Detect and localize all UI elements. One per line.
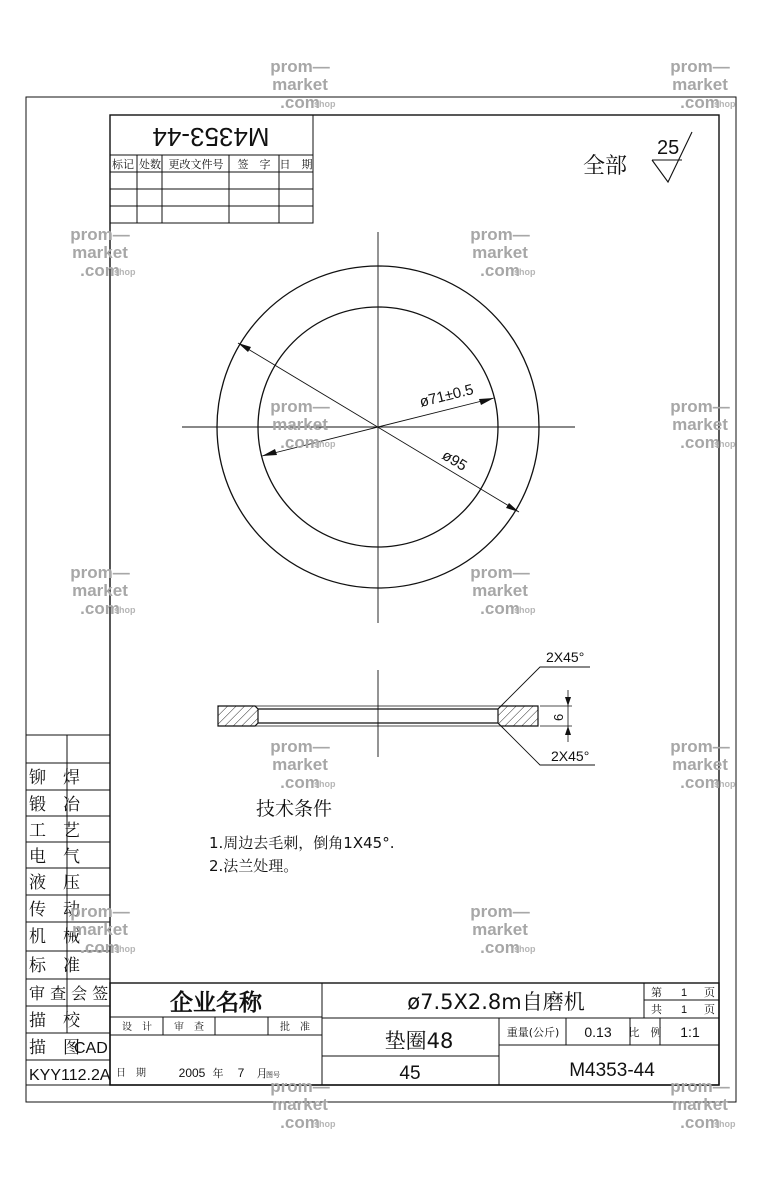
watermark-suffix: shop xyxy=(514,944,536,954)
watermark-suffix: shop xyxy=(114,944,136,954)
label-trace: 描 图 xyxy=(29,1038,80,1058)
watermark-suffix: shop xyxy=(714,779,736,789)
watermark-line: .com xyxy=(480,261,520,280)
label-riveting: 铆 焊 xyxy=(29,768,80,788)
watermark-line: market xyxy=(272,415,328,434)
watermark-stamp xyxy=(470,902,536,957)
watermark-stamp xyxy=(670,1077,736,1132)
watermark-line: prom— xyxy=(670,57,730,76)
watermark-line: prom— xyxy=(270,57,330,76)
approve-label: 批 准 xyxy=(280,1022,310,1033)
machine-name: ø7.5X2.8m自磨机 xyxy=(407,990,585,1014)
watermark-line: market xyxy=(272,1095,328,1114)
watermark-stamp xyxy=(270,397,336,452)
watermark-stamp xyxy=(270,1077,336,1132)
revision-header-date: 日 期 xyxy=(279,158,313,171)
watermark-line: market xyxy=(672,415,728,434)
revision-header-mark: 标记 xyxy=(112,158,134,171)
review-label: 审 查 xyxy=(174,1022,204,1033)
label-review-countersign: 审 查 会 签 xyxy=(29,984,109,1003)
roughness-value: 25 xyxy=(657,137,680,159)
outer-diameter-label: ø95 xyxy=(438,446,470,475)
watermark-stamp xyxy=(670,737,736,792)
watermark-stamp xyxy=(270,737,336,792)
label-electrical: 电 气 xyxy=(29,847,80,867)
watermark-suffix: shop xyxy=(314,99,336,109)
watermark-line: .com xyxy=(280,1113,320,1132)
watermark-line: prom— xyxy=(470,225,530,244)
sheet-value: 1 xyxy=(681,987,688,999)
watermark-suffix: shop xyxy=(114,605,136,615)
thickness-label: 6 xyxy=(551,713,566,721)
watermark-line: market xyxy=(672,75,728,94)
label-trace-check: 描 校 xyxy=(29,1011,80,1031)
revision-header-count: 处数 xyxy=(139,158,161,171)
watermark-line: market xyxy=(272,75,328,94)
watermark-stamp xyxy=(470,225,536,280)
watermark-line: .com xyxy=(480,599,520,618)
revision-block xyxy=(110,115,313,223)
watermark-line: prom— xyxy=(470,902,530,921)
watermark-suffix: shop xyxy=(514,605,536,615)
chamfer-top-label: 2X45° xyxy=(546,649,585,665)
watermark-line: market xyxy=(472,243,528,262)
watermark-line: .com xyxy=(680,1113,720,1132)
date-month: 7 xyxy=(237,1066,245,1080)
watermark-suffix: shop xyxy=(114,267,136,277)
scale-value: 1:1 xyxy=(680,1024,700,1040)
watermark-stamp xyxy=(270,57,336,112)
revision-header-doc: 更改文件号 xyxy=(168,158,224,171)
watermark-line: prom— xyxy=(270,1077,330,1096)
tech-item-2: 2.法兰处理。 xyxy=(209,857,299,875)
weight-label: 重量(公斤) xyxy=(506,1026,560,1039)
drawing-number: M4353-44 xyxy=(569,1060,655,1081)
watermark-stamp xyxy=(70,225,136,280)
material: 45 xyxy=(399,1063,421,1084)
revision-drawing-number: M4353-44 xyxy=(152,122,270,152)
design-label: 设 计 xyxy=(122,1022,152,1033)
watermark-line: .com xyxy=(680,433,720,452)
watermark-stamp xyxy=(70,902,136,957)
month-unit: 月 xyxy=(256,1067,268,1080)
watermark-suffix: shop xyxy=(714,1119,736,1129)
company-name: 企业名称 xyxy=(170,990,262,1016)
watermark-line: prom— xyxy=(270,397,330,416)
label-hydraulic: 液 压 xyxy=(29,873,80,893)
total-label: 共 xyxy=(651,1003,662,1016)
watermark-line: market xyxy=(72,243,128,262)
watermark-line: .com xyxy=(80,599,120,618)
watermark-line: market xyxy=(672,1095,728,1114)
total-unit: 页 xyxy=(704,1003,715,1016)
sheet-label: 第 xyxy=(651,986,662,999)
watermark-line: market xyxy=(472,920,528,939)
watermark-line: .com xyxy=(280,93,320,112)
roughness-label: 全部 xyxy=(583,154,628,179)
scale-label: 比 例 xyxy=(628,1026,662,1039)
watermark-line: market xyxy=(672,755,728,774)
watermark-line: .com xyxy=(680,773,720,792)
watermark-line: market xyxy=(72,581,128,600)
sheet-unit: 页 xyxy=(704,986,715,999)
watermark-line: .com xyxy=(80,938,120,957)
watermark-line: .com xyxy=(480,938,520,957)
watermark-line: .com xyxy=(680,93,720,112)
tech-title: 技术条件 xyxy=(256,798,333,820)
watermark-stamp xyxy=(470,563,536,618)
watermark-suffix: shop xyxy=(314,779,336,789)
chamfer-bottom-label: 2X45° xyxy=(551,748,590,764)
watermark-line: market xyxy=(472,581,528,600)
title-block xyxy=(110,983,719,1085)
label-transmission: 传 动 xyxy=(29,900,80,920)
watermark-line: market xyxy=(272,755,328,774)
watermark-stamp xyxy=(70,563,136,618)
watermark-layer xyxy=(70,57,736,1132)
tech-item-1: 1.周边去毛刺，倒角1X45°. xyxy=(209,834,395,852)
total-value: 1 xyxy=(681,1004,688,1016)
watermark-line: .com xyxy=(280,773,320,792)
weight-value: 0.13 xyxy=(584,1024,612,1040)
date-label: 日 期 xyxy=(116,1068,146,1079)
inner-diameter-label: ø71±0.5 xyxy=(417,381,476,411)
technical-requirements xyxy=(209,798,395,875)
watermark-line: prom— xyxy=(670,397,730,416)
watermark-suffix: shop xyxy=(714,439,736,449)
label-forging: 锻 冶 xyxy=(29,795,80,815)
revision-header-sign: 签 字 xyxy=(237,158,271,171)
small-mark: 图号 xyxy=(266,1071,280,1079)
watermark-suffix: shop xyxy=(714,99,736,109)
watermark-line: market xyxy=(72,920,128,939)
label-standard: 标 准 xyxy=(29,956,80,976)
section-right-hatch xyxy=(498,706,538,726)
watermark-line: prom— xyxy=(70,563,130,582)
watermark-line: prom— xyxy=(270,737,330,756)
watermark-suffix: shop xyxy=(514,267,536,277)
watermark-line: .com xyxy=(280,433,320,452)
watermark-suffix: shop xyxy=(314,439,336,449)
section-left-hatch xyxy=(218,706,258,726)
watermark-line: .com xyxy=(80,261,120,280)
label-code: KYY112.2A xyxy=(29,1067,111,1084)
watermark-line: prom— xyxy=(470,563,530,582)
label-cad: CAD xyxy=(74,1040,108,1057)
watermark-line: prom— xyxy=(670,737,730,756)
label-mechanical: 机 械 xyxy=(29,927,80,947)
watermark-line: prom— xyxy=(70,225,130,244)
watermark-stamp xyxy=(670,57,736,112)
part-name: 垫圈48 xyxy=(384,1029,454,1053)
watermark-line: prom— xyxy=(670,1077,730,1096)
watermark-stamp xyxy=(670,397,736,452)
label-process: 工 艺 xyxy=(29,821,80,841)
roughness-symbol xyxy=(583,132,692,182)
year-unit: 年 xyxy=(212,1067,224,1080)
inner-frame xyxy=(110,115,719,1085)
date-year: 2005 xyxy=(178,1066,206,1080)
watermark-suffix: shop xyxy=(314,1119,336,1129)
watermark-line: prom— xyxy=(70,902,130,921)
